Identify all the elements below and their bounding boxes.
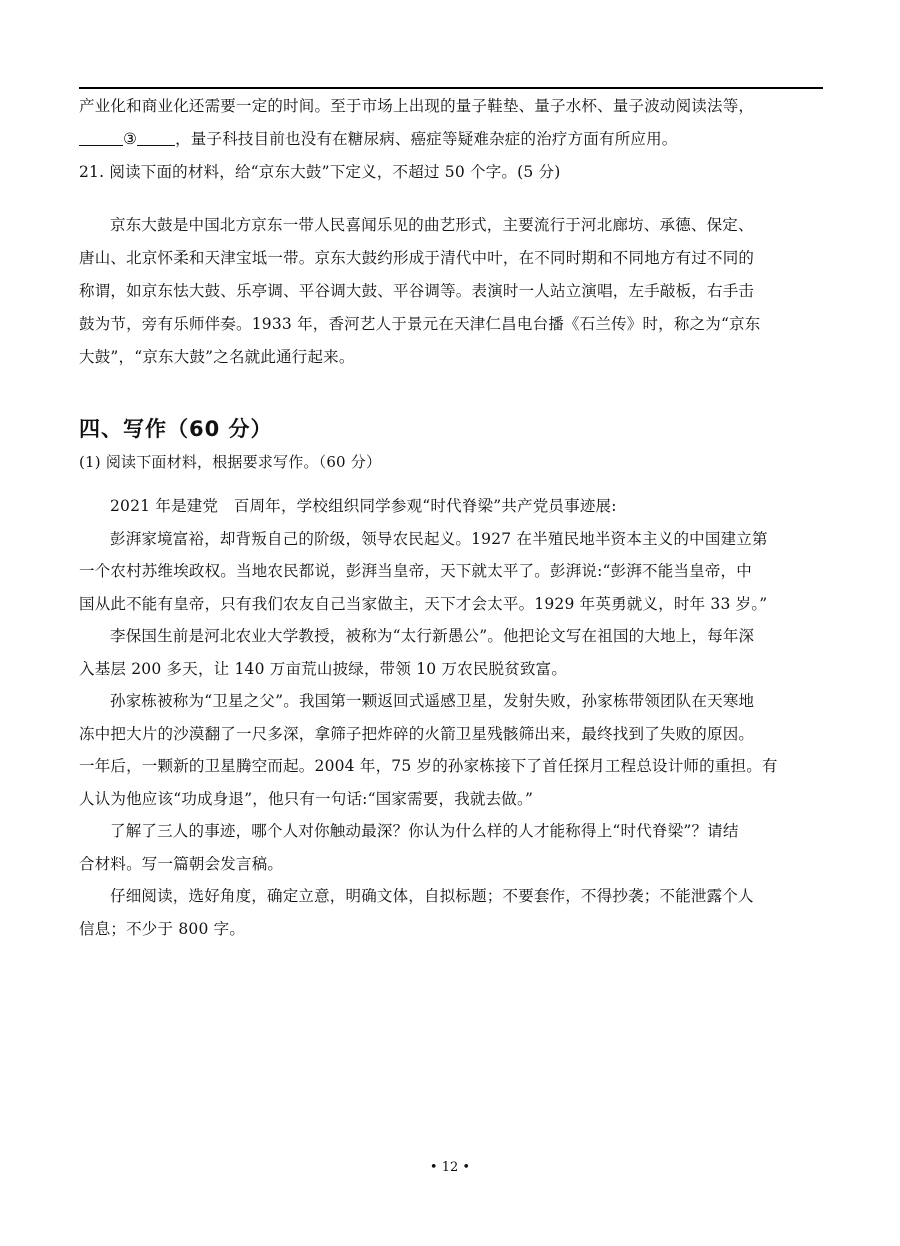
essay-line: 入基层 200 多天，让 140 万亩荒山披绿，带领 10 万农民脱贫致富。 [79, 659, 568, 678]
essay-line: 一个农村苏维埃政权。当地农民都说，彭湃当皇帝，天下就太平了。彭湃说:“彭湃不能当皇帝，中 [79, 562, 752, 580]
essay-line: 一年后，一颗新的卫星腾空而起。2004 年，75 岁的孙家栋接下了首任探月工程总设计师的重担。有 [79, 757, 778, 775]
answer-blank-left [79, 129, 123, 146]
essay-line: 2021 年是建党 百周年，学校组织同学参观“时代脊梁”共产党员事迹展: [110, 497, 617, 515]
q21-material-line: 京东大鼓是中国北方京东一带人民喜闻乐见的曲艺形式，主要流行于河北廊坊、承德、保定、 [110, 216, 754, 234]
essay-line: 合材料。写一篇朝会发言稿。 [79, 854, 284, 873]
essay-line: 人认为他应该“功成身退”，他只有一句话:“国家需要，我就去做。” [79, 789, 534, 808]
blank-marker: ③ [123, 130, 138, 148]
q20-tail-line-2-text: ，量子科技目前也没有在糖尿病、癌症等疑难杂症的治疗方面有所应用。 [175, 130, 678, 148]
essay-line: 李保国生前是河北农业大学教授，被称为“太行新愚公”。他把论文写在祖国的大地上，每年深 [110, 627, 755, 645]
q21-material-line: 鼓为节，旁有乐师伴奏。1933 年，香河艺人于景元在天津仁昌电台播《石兰传》时，称之为“京东 [79, 315, 761, 333]
essay-line: 彭湃家境富裕，却背叛自己的阶级，领导农民起义。1927 在半殖民地半资本主义的中国建立第 [110, 529, 768, 548]
top-rule [79, 87, 823, 89]
page-number: • 12 • [429, 1160, 471, 1175]
q21-prompt: 21. 阅读下面的材料，给“京东大鼓”下定义，不超过 50 个字。(5 分) [79, 163, 561, 181]
q21-material-line: 称谓，如京东怯大鼓、乐亭调、平谷调大鼓、平谷调等。表演时一人站立演唱，左手敲板，右手击 [79, 282, 755, 300]
essay-line: 冻中把大片的沙漠翻了一尺多深，拿筛子把炸碎的火箭卫星残骸筛出来，最终找到了失败的原因。 [79, 724, 755, 743]
essay-line: 孙家栋被称为“卫星之父”。我国第一颗返回式遥感卫星，发射失败，孙家栋带领团队在天寒地 [110, 692, 755, 710]
page-content [79, 90, 823, 945]
q21-material-line: 大鼓”，“京东大鼓”之名就此通行起来。 [79, 348, 355, 366]
essay-line: 信息；不少于 800 字。 [79, 919, 246, 938]
q20-tail-line-1: 产业化和商业化还需要一定的时间。至于市场上出现的量子鞋垫、量子水杯、量子波动阅读法等， [79, 97, 755, 115]
q21-material [79, 209, 823, 374]
essay-line: 国从此不能有皇帝，只有我们农友自己当家做主，天下才会太平。1929 年英勇就义，时年 33 岁。” [79, 594, 768, 613]
essay-line: 仔细阅读，选好角度，确定立意，明确文体，自拟标题；不要套作，不得抄袭；不能泄露个人 [110, 887, 754, 905]
q20-tail-line-2 [79, 123, 823, 156]
answer-blank-right [137, 129, 175, 146]
essay-material [79, 490, 823, 945]
section-title: 四、写作（60 分） [79, 417, 273, 441]
essay-line: 了解了三人的事迹，哪个人对你触动最深？你认为什么样的人才能称得上“时代脊梁”？请结 [110, 822, 739, 840]
q21-material-line: 唐山、北京怀柔和天津宝坻一带。京东大鼓约形成于清代中叶，在不同时期和不同地方有过不同的 [79, 249, 755, 267]
section-subtitle: (1) 阅读下面材料，根据要求写作。（60 分） [79, 453, 382, 471]
